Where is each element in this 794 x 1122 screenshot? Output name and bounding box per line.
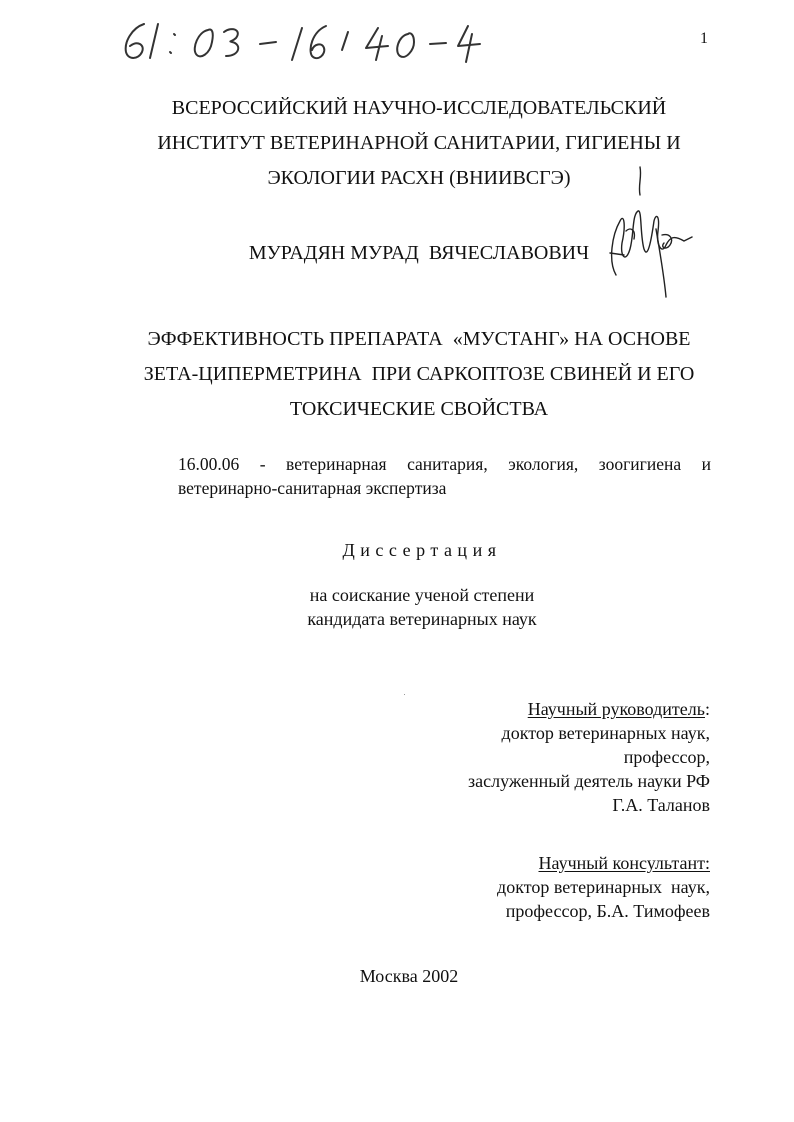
supervisor-line-3: заслуженный деятель науки РФ — [468, 771, 710, 791]
specialty-line-1 — [178, 452, 711, 476]
city-and-year: Москва 2002 — [359, 966, 459, 986]
specialty-line-2: ветеринарно-санитарная экспертиза — [178, 478, 447, 498]
supervisor-name: Г.А. Таланов — [612, 795, 710, 815]
scientific-consultant — [497, 851, 710, 923]
dissertation-title — [0, 322, 794, 427]
specialty-word: ветеринарная — [286, 454, 387, 474]
document-type: Диссертация — [342, 540, 502, 560]
supervisor-line-2: профессор, — [623, 747, 710, 767]
consultant-line-2: профессор, Б.А. Тимофеев — [505, 901, 710, 921]
title-line-1: ЭФФЕКТИВНОСТЬ ПРЕПАРАТА «МУСТАНГ» НА ОСНОВЕ — [147, 328, 691, 350]
supervisor-colon: : — [704, 699, 710, 719]
institute-line-1: ВСЕРОССИЙСКИЙ НАУЧНО-ИССЛЕДОВАТЕЛЬСКИЙ — [171, 97, 667, 119]
specialty-word: зоогигиена — [598, 454, 682, 474]
author-name: МУРАДЯН МУРАД ВЯЧЕСЛАВОВИЧ — [248, 242, 590, 264]
institute-line-2: ИНСТИТУТ ВЕТЕРИНАРНОЙ САНИТАРИИ, ГИГИЕНЫ И — [157, 132, 681, 154]
page-number: 1 — [700, 30, 708, 47]
author-signature — [600, 165, 695, 300]
consultant-label: Научный консультант: — [538, 853, 710, 873]
specialty-word: - — [259, 454, 266, 474]
handwritten-archive-code — [112, 10, 512, 70]
supervisor-label: Научный руководитель — [527, 699, 705, 719]
scientific-supervisor — [468, 697, 710, 817]
title-line-2: ЗЕТА-ЦИПЕРМЕТРИНА ПРИ САРКОПТОЗЕ СВИНЕЙ И ЕГО — [143, 363, 695, 385]
supervisor-line-1: доктор ветеринарных наук, — [501, 723, 710, 743]
degree-line-2: кандидата ветеринарных наук — [307, 609, 537, 629]
specialty-word: 16.00.06 — [178, 454, 240, 474]
title-line-3: ТОКСИЧЕСКИЕ СВОЙСТВА — [289, 398, 549, 420]
speck — [404, 694, 405, 695]
specialty-word: и — [701, 454, 711, 474]
supervisor-heading — [468, 697, 710, 721]
specialty-code — [178, 452, 711, 500]
degree-statement — [0, 583, 794, 631]
institute-line-3: ЭКОЛОГИИ РАСХН (ВНИИВСГЭ) — [267, 167, 571, 189]
specialty-word: экология, — [508, 454, 579, 474]
specialty-word: санитария, — [407, 454, 488, 474]
consultant-line-1: доктор ветеринарных наук, — [497, 877, 710, 897]
degree-line-1: на соискание ученой степени — [309, 585, 535, 605]
